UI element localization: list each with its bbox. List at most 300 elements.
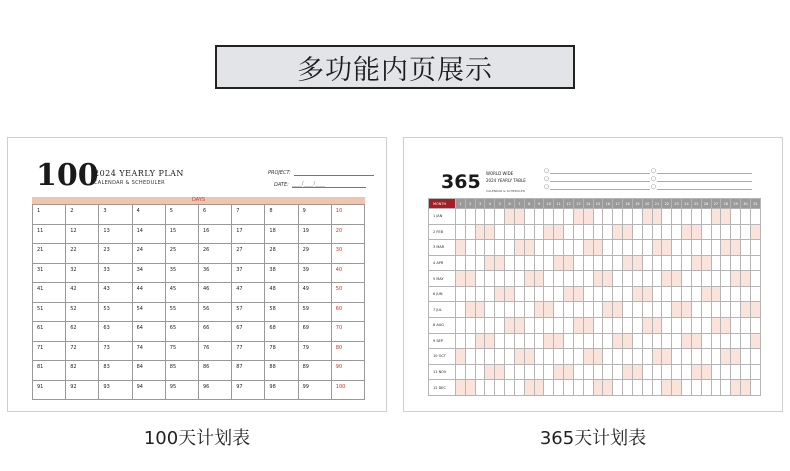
- day-cell: [534, 364, 544, 380]
- day-cell: [721, 349, 731, 365]
- day-cell: [662, 349, 672, 365]
- day-cell: [534, 255, 544, 271]
- day-cell: [682, 240, 692, 256]
- day-cell: [642, 271, 652, 287]
- day-cell: [485, 302, 495, 318]
- day-cell: [701, 380, 711, 396]
- day-cell: [583, 318, 593, 334]
- day-cell: [613, 302, 623, 318]
- day-cell: [534, 349, 544, 365]
- day-cell: [632, 255, 642, 271]
- day-cell: [642, 380, 652, 396]
- day-cell: 66: [199, 322, 232, 342]
- day-cell: [554, 302, 564, 318]
- day-cell: [711, 286, 721, 302]
- day-cell: [701, 318, 711, 334]
- day-header: 19: [632, 199, 642, 209]
- day-cell: 31: [33, 264, 66, 284]
- day-cell: [672, 271, 682, 287]
- planner-365-heading-2: 2024 YEARLY TABLE: [486, 178, 526, 183]
- day-cell: [603, 209, 613, 225]
- day-cell: [475, 302, 485, 318]
- day-cell: [573, 240, 583, 256]
- day-cell: 11: [33, 225, 66, 245]
- day-cell: 91: [33, 381, 66, 401]
- day-cell: [475, 209, 485, 225]
- day-cell: [524, 286, 534, 302]
- day-header: 28: [721, 199, 731, 209]
- day-cell: [652, 240, 662, 256]
- day-header: 14: [583, 199, 593, 209]
- day-cell: 92: [66, 381, 99, 401]
- day-header: 2: [465, 199, 475, 209]
- day-cell: [662, 364, 672, 380]
- day-cell: [662, 209, 672, 225]
- month-label: 12 DEC: [429, 380, 456, 396]
- day-cell: [711, 364, 721, 380]
- day-cell: [672, 333, 682, 349]
- day-cell: [564, 302, 574, 318]
- day-cell: 29: [299, 244, 332, 264]
- day-cell: [593, 271, 603, 287]
- day-cell: [741, 286, 751, 302]
- day-cell: 77: [232, 342, 265, 362]
- day-cell: [623, 349, 633, 365]
- day-cell: [465, 286, 475, 302]
- day-header: 6: [505, 199, 515, 209]
- day-cell: [741, 333, 751, 349]
- day-cell: [554, 224, 564, 240]
- day-cell: 62: [66, 322, 99, 342]
- day-cell: [672, 240, 682, 256]
- day-cell: 84: [133, 361, 166, 381]
- day-cell: [544, 333, 554, 349]
- day-cell: [731, 302, 741, 318]
- day-cell: [465, 224, 475, 240]
- planner-365-preview: [403, 137, 783, 412]
- day-cell: 72: [66, 342, 99, 362]
- day-cell: [672, 286, 682, 302]
- day-cell: [642, 364, 652, 380]
- day-cell: [505, 286, 515, 302]
- day-cell: [711, 318, 721, 334]
- day-cell: [564, 349, 574, 365]
- day-cell: 69: [299, 322, 332, 342]
- day-cell: [505, 302, 515, 318]
- day-cell: [701, 209, 711, 225]
- checklist-line: [550, 181, 650, 182]
- day-cell: [505, 224, 515, 240]
- day-cell: [741, 255, 751, 271]
- checklist-line: [657, 173, 752, 174]
- planner-100-subheading: CALENDAR & SCHEDULER: [94, 180, 165, 186]
- date-line: ____/____/____: [292, 181, 366, 188]
- day-cell: [721, 302, 731, 318]
- day-cell: [701, 302, 711, 318]
- day-cell: [564, 333, 574, 349]
- day-cell: 51: [33, 303, 66, 323]
- day-cell: 61: [33, 322, 66, 342]
- day-cell: [682, 318, 692, 334]
- day-header: 9: [534, 199, 544, 209]
- day-cell: 19: [299, 225, 332, 245]
- day-cell: [593, 240, 603, 256]
- project-line: [294, 175, 374, 176]
- project-label: PROJECT:: [268, 170, 291, 176]
- checkbox-icon: ▢: [651, 176, 656, 182]
- day-cell: [632, 286, 642, 302]
- day-cell: 33: [99, 264, 132, 284]
- day-cell: 48: [265, 283, 298, 303]
- year-grid: [428, 198, 761, 396]
- day-cell: 85: [166, 361, 199, 381]
- day-cell: [682, 286, 692, 302]
- day-cell: [475, 349, 485, 365]
- day-cell: 3: [99, 205, 132, 225]
- day-cell: [475, 224, 485, 240]
- day-cell: [593, 255, 603, 271]
- day-cell: 54: [133, 303, 166, 323]
- day-cell: [623, 333, 633, 349]
- day-cell: [750, 224, 760, 240]
- day-cell: [583, 380, 593, 396]
- day-cell: [741, 302, 751, 318]
- day-cell: 100: [332, 381, 365, 401]
- day-cell: [524, 318, 534, 334]
- day-cell: 35: [166, 264, 199, 284]
- day-cell: 79: [299, 342, 332, 362]
- day-cell: [554, 318, 564, 334]
- day-cell: [691, 240, 701, 256]
- day-cell: [672, 380, 682, 396]
- day-cell: [682, 349, 692, 365]
- day-cell: [632, 209, 642, 225]
- day-header: 26: [701, 199, 711, 209]
- day-cell: [652, 302, 662, 318]
- day-cell: [662, 271, 672, 287]
- day-cell: [603, 349, 613, 365]
- day-cell: 93: [99, 381, 132, 401]
- day-cell: [701, 333, 711, 349]
- day-cell: [564, 364, 574, 380]
- day-cell: [623, 255, 633, 271]
- day-cell: [465, 302, 475, 318]
- day-cell: [691, 380, 701, 396]
- day-cell: [495, 286, 505, 302]
- day-cell: [495, 240, 505, 256]
- month-label: 8 AUG: [429, 318, 456, 334]
- day-cell: 50: [332, 283, 365, 303]
- day-cell: [721, 240, 731, 256]
- day-cell: [573, 209, 583, 225]
- day-cell: 15: [166, 225, 199, 245]
- day-cell: [711, 255, 721, 271]
- day-cell: [456, 255, 466, 271]
- day-cell: [603, 271, 613, 287]
- day-cell: [593, 209, 603, 225]
- days-header: DAYS: [32, 197, 365, 204]
- day-cell: [731, 318, 741, 334]
- day-cell: [514, 333, 524, 349]
- month-label: 5 MAY: [429, 271, 456, 287]
- day-cell: 26: [199, 244, 232, 264]
- day-cell: 89: [299, 361, 332, 381]
- day-cell: [564, 224, 574, 240]
- day-cell: [485, 224, 495, 240]
- day-cell: [672, 224, 682, 240]
- day-cell: [485, 286, 495, 302]
- day-cell: [495, 302, 505, 318]
- day-cell: [475, 364, 485, 380]
- day-cell: [564, 271, 574, 287]
- day-cell: [583, 271, 593, 287]
- day-cell: [524, 380, 534, 396]
- day-cell: [652, 255, 662, 271]
- day-cell: [505, 333, 515, 349]
- day-cell: [741, 349, 751, 365]
- day-cell: [524, 364, 534, 380]
- day-cell: [505, 349, 515, 365]
- day-cell: [632, 318, 642, 334]
- day-cell: [613, 318, 623, 334]
- day-cell: [465, 240, 475, 256]
- day-cell: [662, 302, 672, 318]
- day-cell: [662, 255, 672, 271]
- day-cell: [554, 286, 564, 302]
- day-cell: [524, 224, 534, 240]
- day-cell: [642, 224, 652, 240]
- day-cell: [505, 380, 515, 396]
- day-cell: [534, 333, 544, 349]
- day-cell: [485, 255, 495, 271]
- day-cell: 75: [166, 342, 199, 362]
- day-header: 23: [672, 199, 682, 209]
- day-cell: [652, 380, 662, 396]
- day-header: 8: [524, 199, 534, 209]
- day-cell: [456, 271, 466, 287]
- project-field: [268, 170, 374, 176]
- day-cell: [613, 255, 623, 271]
- day-header: 11: [554, 199, 564, 209]
- day-cell: [485, 364, 495, 380]
- day-cell: 58: [265, 303, 298, 323]
- day-cell: [642, 286, 652, 302]
- month-label: 11 NOV: [429, 364, 456, 380]
- day-cell: [603, 318, 613, 334]
- day-cell: [613, 364, 623, 380]
- day-cell: [554, 333, 564, 349]
- day-cell: [603, 364, 613, 380]
- day-cell: 96: [199, 381, 232, 401]
- planner-100-header: [36, 160, 376, 192]
- day-cell: [524, 302, 534, 318]
- day-cell: 59: [299, 303, 332, 323]
- day-cell: [544, 318, 554, 334]
- day-cell: [465, 380, 475, 396]
- day-cell: [544, 209, 554, 225]
- day-cell: [741, 364, 751, 380]
- day-cell: [623, 209, 633, 225]
- day-cell: [485, 380, 495, 396]
- day-header: 16: [603, 199, 613, 209]
- checklist-line: [657, 189, 752, 190]
- day-cell: [662, 318, 672, 334]
- day-cell: 4: [133, 205, 166, 225]
- day-cell: [731, 255, 741, 271]
- day-cell: [534, 302, 544, 318]
- day-cell: [721, 333, 731, 349]
- page-title: 多功能内页展示: [215, 45, 575, 89]
- day-cell: [456, 224, 466, 240]
- day-header: 25: [691, 199, 701, 209]
- day-header: 24: [682, 199, 692, 209]
- day-cell: [514, 364, 524, 380]
- day-cell: [711, 380, 721, 396]
- day-cell: [731, 349, 741, 365]
- day-cell: [750, 209, 760, 225]
- day-cell: [623, 224, 633, 240]
- day-cell: [652, 349, 662, 365]
- day-cell: 36: [199, 264, 232, 284]
- day-cell: [514, 318, 524, 334]
- day-cell: [632, 364, 642, 380]
- day-cell: [456, 302, 466, 318]
- day-cell: [495, 380, 505, 396]
- day-cell: [564, 380, 574, 396]
- day-cell: 56: [199, 303, 232, 323]
- day-cell: [672, 302, 682, 318]
- day-cell: [672, 364, 682, 380]
- day-cell: [613, 240, 623, 256]
- day-cell: [564, 318, 574, 334]
- day-cell: [583, 333, 593, 349]
- day-cell: 87: [232, 361, 265, 381]
- day-cell: 16: [199, 225, 232, 245]
- day-cell: [544, 224, 554, 240]
- day-cell: [731, 240, 741, 256]
- day-header: 31: [750, 199, 760, 209]
- day-cell: [505, 364, 515, 380]
- checkbox-icon: ▢: [544, 176, 549, 182]
- day-cell: [750, 349, 760, 365]
- day-header: 22: [662, 199, 672, 209]
- day-cell: [623, 302, 633, 318]
- day-cell: [701, 286, 711, 302]
- day-cell: 41: [33, 283, 66, 303]
- day-cell: [495, 333, 505, 349]
- day-cell: [632, 302, 642, 318]
- day-cell: [475, 255, 485, 271]
- day-cell: [534, 318, 544, 334]
- month-label: 10 OCT: [429, 349, 456, 365]
- day-cell: [554, 271, 564, 287]
- day-cell: [534, 286, 544, 302]
- day-cell: [514, 209, 524, 225]
- day-cell: [741, 224, 751, 240]
- day-cell: [505, 240, 515, 256]
- day-cell: [583, 286, 593, 302]
- day-cell: 97: [232, 381, 265, 401]
- caption-365: 365天计划表: [539, 428, 647, 449]
- day-cell: 34: [133, 264, 166, 284]
- day-cell: [534, 380, 544, 396]
- day-cell: 24: [133, 244, 166, 264]
- month-label: 1 JAN: [429, 209, 456, 225]
- day-cell: [593, 224, 603, 240]
- day-header: 1: [456, 199, 466, 209]
- day-cell: [721, 380, 731, 396]
- day-cell: [475, 318, 485, 334]
- day-cell: 73: [99, 342, 132, 362]
- day-cell: [731, 224, 741, 240]
- day-cell: [750, 318, 760, 334]
- day-cell: [741, 271, 751, 287]
- day-cell: [613, 271, 623, 287]
- day-cell: [750, 240, 760, 256]
- day-cell: [721, 286, 731, 302]
- day-cell: [514, 286, 524, 302]
- day-cell: [642, 333, 652, 349]
- day-cell: [495, 364, 505, 380]
- day-cell: [652, 333, 662, 349]
- day-cell: [711, 209, 721, 225]
- day-cell: [524, 255, 534, 271]
- day-cell: 94: [133, 381, 166, 401]
- day-cell: [623, 364, 633, 380]
- day-header: 20: [642, 199, 652, 209]
- day-cell: [642, 349, 652, 365]
- day-cell: [750, 255, 760, 271]
- day-cell: 44: [133, 283, 166, 303]
- day-cell: 6: [199, 205, 232, 225]
- day-cell: 27: [232, 244, 265, 264]
- day-cell: 55: [166, 303, 199, 323]
- date-label: DATE:: [274, 182, 289, 188]
- day-cell: 70: [332, 322, 365, 342]
- day-cell: [475, 240, 485, 256]
- day-cell: [731, 380, 741, 396]
- day-cell: 7: [232, 205, 265, 225]
- day-cell: [544, 364, 554, 380]
- day-cell: [652, 364, 662, 380]
- date-field: [274, 181, 366, 188]
- day-cell: [593, 380, 603, 396]
- planner-100-number: 100: [36, 158, 99, 193]
- day-cell: 78: [265, 342, 298, 362]
- day-cell: [573, 286, 583, 302]
- day-cell: [623, 271, 633, 287]
- day-cell: [505, 318, 515, 334]
- day-cell: [583, 349, 593, 365]
- day-cell: [691, 255, 701, 271]
- day-cell: [731, 271, 741, 287]
- days-grid: [32, 204, 365, 400]
- day-cell: [603, 240, 613, 256]
- day-cell: [741, 240, 751, 256]
- day-cell: [495, 224, 505, 240]
- day-cell: 60: [332, 303, 365, 323]
- day-cell: [662, 380, 672, 396]
- day-cell: [485, 271, 495, 287]
- day-cell: [672, 318, 682, 334]
- day-header: 7: [514, 199, 524, 209]
- day-cell: [514, 271, 524, 287]
- day-cell: 74: [133, 342, 166, 362]
- day-cell: [456, 240, 466, 256]
- day-cell: [514, 240, 524, 256]
- day-cell: 8: [265, 205, 298, 225]
- day-cell: [505, 209, 515, 225]
